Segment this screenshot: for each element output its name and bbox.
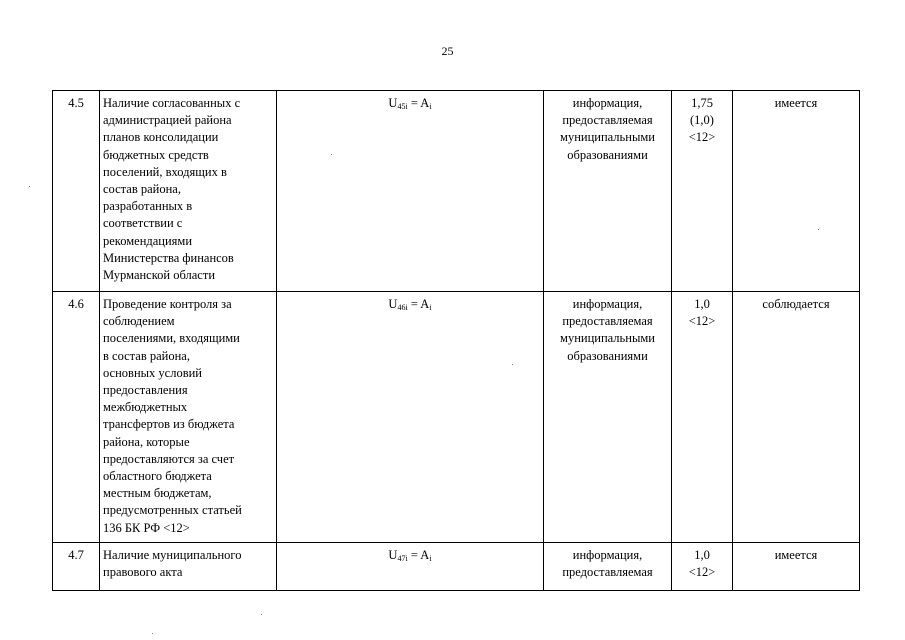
status: имеется (733, 91, 860, 292)
weight-line: 1,75 (691, 96, 713, 110)
formula-rhs-subscript: i (429, 102, 432, 111)
indicator-name-line: межбюджетных (103, 400, 188, 415)
row-number: 4.6 (53, 292, 100, 543)
weight-line: 1,0 (694, 548, 710, 562)
formula (277, 91, 544, 292)
indicator-name-line: поселений, входящих в (103, 164, 227, 179)
formula (277, 292, 544, 543)
indicator-name-line: 136 БК РФ <12> (103, 520, 190, 535)
indicator-name-line: поселениями, входящими (103, 331, 240, 346)
indicator-name-line: Наличие согласованных с (103, 96, 241, 110)
formula-lhs-subscript: 45i (397, 102, 408, 111)
data-source-line: образованиями (567, 147, 648, 162)
status: имеется (733, 543, 860, 591)
data-source-line: предоставляемая (562, 565, 653, 580)
formula-rhs-subscript: i (429, 303, 432, 312)
indicator-name-line: района, которые (103, 434, 190, 449)
indicator-name-line: администрацией района (103, 113, 232, 128)
indicator-name (100, 91, 277, 292)
data-source-line: информация, (572, 96, 643, 110)
weight-line: <12> (688, 314, 716, 329)
indicator-name-line: предусмотренных статьей (103, 503, 242, 518)
weight-line: <12> (688, 130, 716, 145)
formula-lhs-subscript: 46i (397, 303, 408, 312)
indicator-name-line: Наличие муниципального (103, 548, 242, 562)
indicator-name-line: предоставления (103, 383, 188, 398)
indicator-name (100, 292, 277, 543)
formula (277, 543, 544, 591)
scan-speck (152, 633, 153, 634)
page-number: 25 (441, 44, 454, 58)
indicator-name (100, 543, 277, 591)
data-source-line: предоставляемая (562, 113, 653, 128)
indicator-name-line: Проведение контроля за (103, 297, 232, 311)
table-row (53, 91, 860, 292)
indicator-name-line: соответствии с (103, 216, 183, 231)
table-row (53, 292, 860, 543)
formula-rhs-subscript: i (429, 554, 432, 563)
formula-lhs: U (388, 96, 398, 110)
data-source-line: информация, (572, 297, 643, 311)
data-source-line: муниципальными (560, 331, 655, 346)
formula-lhs-subscript: 47i (397, 554, 408, 563)
weight-line: 1,0 (694, 297, 710, 311)
table-row (53, 543, 860, 591)
data-source-line: предоставляемая (562, 314, 653, 329)
scan-speck (331, 154, 332, 155)
indicator-name-line: Мурманской области (103, 268, 216, 283)
row-number: 4.7 (53, 543, 100, 591)
data-source-line: информация, (572, 548, 643, 562)
formula-eq: = A (407, 297, 430, 311)
status: соблюдается (733, 292, 860, 543)
data-source-line: муниципальными (560, 130, 655, 145)
indicator-name-line: основных условий (103, 365, 202, 380)
indicator-name-line: областного бюджета (103, 469, 212, 484)
row-number: 4.5 (53, 91, 100, 292)
indicator-name-line: состав района, (103, 182, 181, 197)
scan-speck (818, 229, 819, 230)
weight-line: (1,0) (690, 113, 714, 128)
scan-speck (29, 186, 30, 187)
indicator-name-line: предоставляются за счет (103, 451, 235, 466)
formula-lhs: U (388, 297, 398, 311)
data-source (544, 543, 672, 591)
formula-eq: = A (407, 548, 430, 562)
indicator-name-line: рекомендациями (103, 233, 193, 248)
data-source (544, 91, 672, 292)
weight (672, 292, 733, 543)
weight (672, 91, 733, 292)
data-source (544, 292, 672, 543)
indicators-table (52, 90, 860, 591)
scan-speck (261, 614, 262, 615)
indicator-name-line: местным бюджетам, (103, 486, 212, 501)
indicator-name-line: Министерства финансов (103, 250, 234, 265)
indicator-name-line: планов консолидации (103, 130, 219, 145)
indicator-name-line: правового акта (103, 565, 183, 580)
indicator-name-line: разработанных в (103, 199, 193, 214)
indicator-name-line: соблюдением (103, 314, 175, 329)
weight (672, 543, 733, 591)
indicator-name-line: трансфертов из бюджета (103, 417, 235, 432)
formula-eq: = A (407, 96, 430, 110)
scan-speck (512, 364, 513, 365)
weight-line: <12> (688, 565, 716, 580)
formula-lhs: U (388, 548, 398, 562)
indicator-name-line: в состав района, (103, 348, 190, 363)
indicator-name-line: бюджетных средств (103, 147, 209, 162)
data-source-line: образованиями (567, 348, 648, 363)
